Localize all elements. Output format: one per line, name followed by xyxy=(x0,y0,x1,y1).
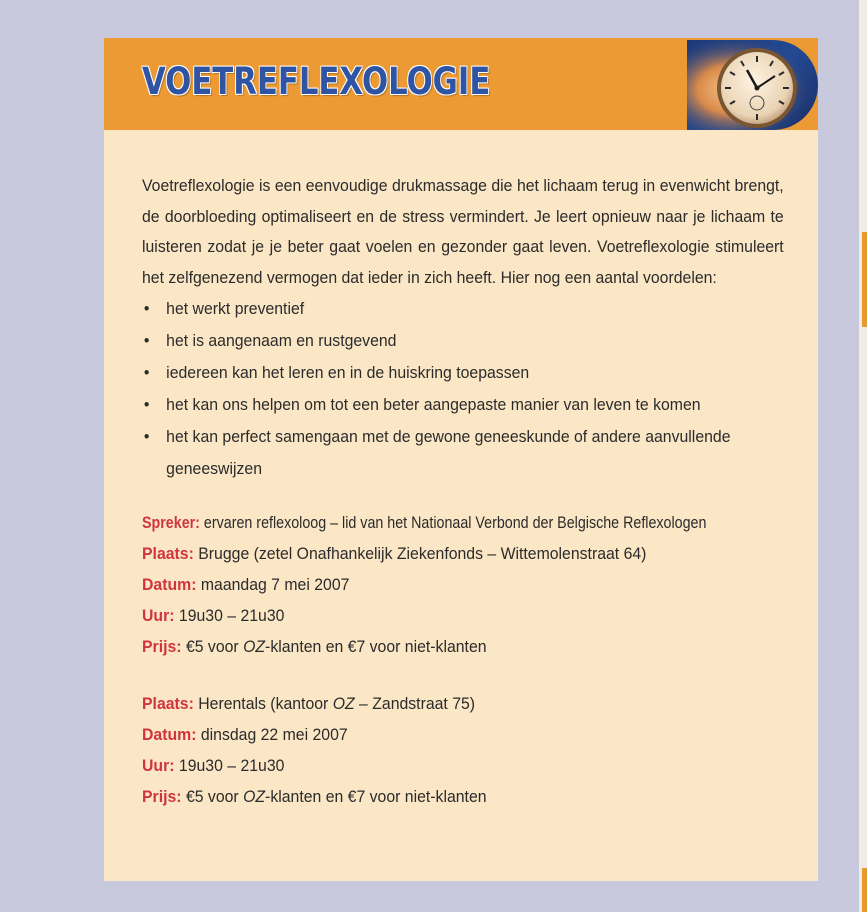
time-value: 19u30 – 21u30 xyxy=(178,606,285,625)
time-row xyxy=(142,750,739,781)
speaker-row xyxy=(142,507,707,538)
place-row xyxy=(142,688,739,719)
place-label: Plaats: xyxy=(142,694,194,713)
list-item: • het kan ons helpen om tot een beter aangepaste manier van leven te komen xyxy=(142,389,808,421)
session-1 xyxy=(142,538,784,662)
place-oz: OZ xyxy=(332,694,355,713)
date-label: Datum: xyxy=(142,725,197,744)
time-value: 19u30 – 21u30 xyxy=(178,756,285,775)
place-row xyxy=(142,538,739,569)
list-item: • het kan perfect samengaan met de gewone geneeskunde of andere aanvullende geneeswijzen xyxy=(142,421,808,485)
price-oz: OZ xyxy=(243,637,266,656)
date-label: Datum: xyxy=(142,575,197,594)
price-value-a: €5 voor xyxy=(185,637,244,656)
price-oz: OZ xyxy=(243,787,266,806)
article-card xyxy=(104,38,818,881)
price-value-b: -klanten en €7 voor niet-klanten xyxy=(265,787,487,806)
time-label: Uur: xyxy=(142,756,175,775)
date-value: dinsdag 22 mei 2007 xyxy=(200,725,348,744)
event-details xyxy=(142,507,784,812)
price-value-a: €5 voor xyxy=(185,787,244,806)
list-item: • het is aangenaam en rustgevend xyxy=(142,325,808,357)
date-value: maandag 7 mei 2007 xyxy=(200,575,350,594)
price-label: Prijs: xyxy=(142,787,182,806)
page-title: VOETREFLEXOLOGIE xyxy=(142,60,491,103)
list-item: • het werkt preventief xyxy=(142,293,808,325)
place-label: Plaats: xyxy=(142,544,194,563)
price-row xyxy=(142,781,739,812)
pocket-watch-image xyxy=(687,40,818,130)
place-value-a: Herentals (kantoor xyxy=(198,694,333,713)
price-label: Prijs: xyxy=(142,637,182,656)
date-row xyxy=(142,719,739,750)
page-edge xyxy=(859,0,867,912)
place-value: Brugge (zetel Onafhankelijk Ziekenfonds – Wittemolenstraat 64) xyxy=(198,544,647,563)
price-row xyxy=(142,631,739,662)
article-body xyxy=(142,171,784,812)
date-row xyxy=(142,569,739,600)
intro-paragraph: Voetreflexologie is een eenvoudige drukmassage die het lichaam terug in evenwicht brengt, de doorbloeding optimaliseert en de stress vermindert. Je leert opnieuw naar je lichaam te luisteren zodat je je beter gaat voelen en gezonder gaat leven. Voetreflexologie stimuleert het zelfgenezend vermogen dat ieder in zich heeft. Hier nog een aantal voordelen: xyxy=(142,176,784,287)
speaker-label: Spreker: xyxy=(142,513,200,532)
price-value-b: -klanten en €7 voor niet-klanten xyxy=(265,637,487,656)
page-edge-tab-bottom xyxy=(862,868,867,912)
page-edge-tab xyxy=(862,232,867,327)
place-value-b: – Zandstraat 75) xyxy=(354,694,476,713)
header-banner xyxy=(104,38,818,130)
list-item: • iedereen kan het leren en in de huiskring toepassen xyxy=(142,357,808,389)
speaker-value: ervaren reflexoloog – lid van het Nationaal Verbond der Belgische Reflexologen xyxy=(203,513,707,532)
session-2 xyxy=(142,688,784,812)
time-label: Uur: xyxy=(142,606,175,625)
benefits-list xyxy=(142,293,784,485)
time-row xyxy=(142,600,739,631)
pocket-watch-icon xyxy=(687,40,818,130)
